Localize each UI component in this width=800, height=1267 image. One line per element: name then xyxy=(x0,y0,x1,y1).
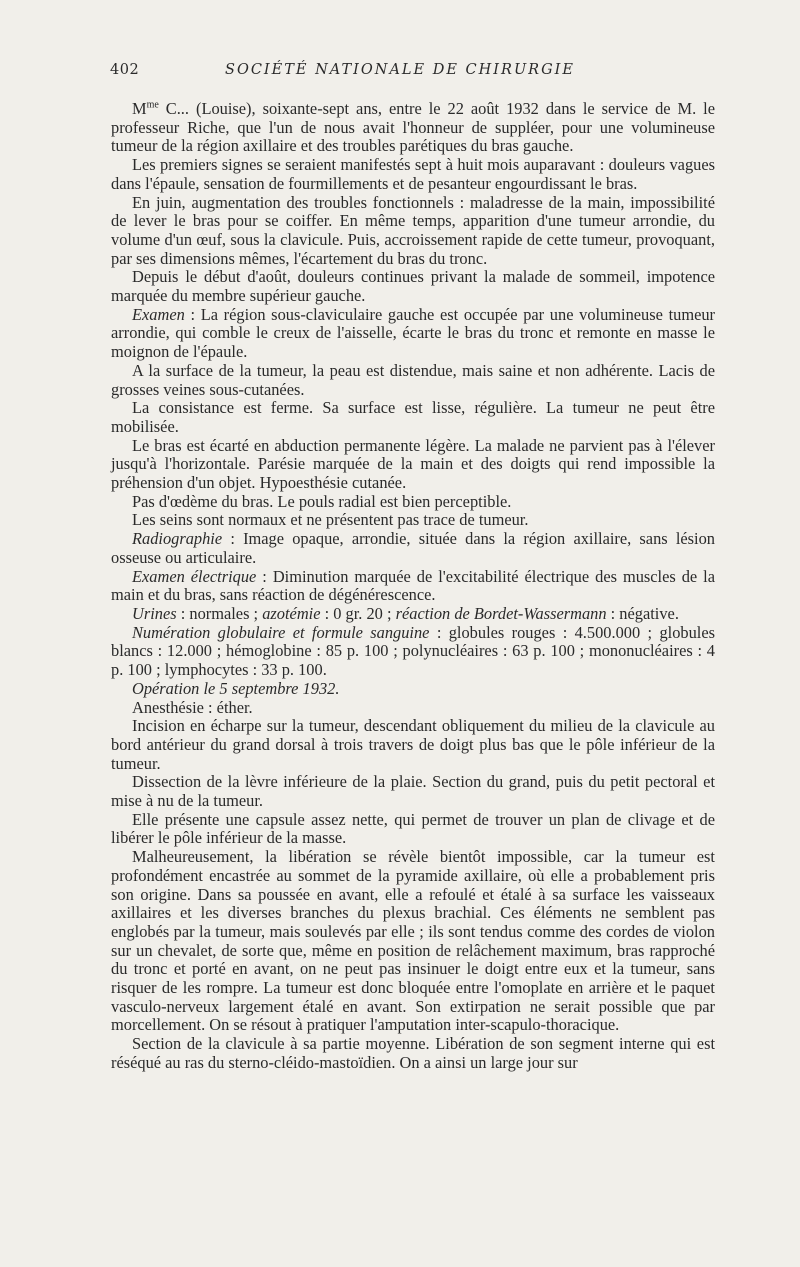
paragraph: Les seins sont normaux et ne présentent pas trace de tumeur. xyxy=(132,510,529,530)
paragraph xyxy=(111,680,715,699)
paragraph: $M^{me}$ C... (Louise), soixante-sept ans, entre le 22 août 1932 dans le service de M. le professeur Riche, que l'un de nous avait l'honneur de suppléer, pour une volumineuse tumeur de la région axillaire et des troubles parétiques du bras gauche. xyxy=(111,99,715,156)
section-label: Numération globulaire et formule sanguine xyxy=(132,622,430,642)
paragraph: Urines : normales ; azotémie : 0 gr. 20 ; réaction de Bordet-Wassermann : négative. xyxy=(132,603,679,623)
section-label: Examen xyxy=(132,304,185,324)
paragraph: Examen électrique : Diminution marquée de l'excitabilité électrique des muscles de la main et du bras, sans réaction de dégénérescence. xyxy=(111,566,716,605)
section-label: azotémie xyxy=(262,603,321,623)
paragraph: Les premiers signes se seraient manifestés sept à huit mois auparavant : douleurs vagues dans l'épaule, sensation de fourmillements et de pesanteur engourdissant le bras. xyxy=(111,155,715,193)
paragraph: Section de la clavicule à sa partie moyenne. Libération de son segment interne qui est réséqué au ras du sterno-cléido-mastoïdien. On a ainsi un large jour sur xyxy=(111,1034,715,1072)
paragraph: Pas d'œdème du bras. Le pouls radial est bien perceptible. xyxy=(132,491,512,511)
paragraph: Dissection de la lèvre inférieure de la plaie. Section du grand, puis du petit pectoral et mise à nu de la tumeur. xyxy=(111,772,715,811)
paragraph: Le bras est écarté en abduction permanente légère. La malade ne parvient pas à l'élever jusqu'à l'horizontale. Parésie marquée de la main et des doigts qui rend impossible la préhension d'un objet. Hypoesthésie cutanée. xyxy=(111,435,715,493)
paragraph: Incision en écharpe sur la tumeur, descendant obliquement du milieu de la clavicule au bord antérieur du grand dorsal à trois travers de doigt plus bas que le pôle inférieur de la tumeur. xyxy=(111,716,715,773)
page-number: 402 xyxy=(110,62,140,78)
paragraph: Elle présente une capsule assez nette, qui permet de trouver un plan de clivage et de libérer le pôle inférieur de la masse. xyxy=(111,809,715,848)
page-header xyxy=(0,62,800,82)
section-label: Urines xyxy=(132,603,177,623)
paragraph: Examen : La région sous-claviculaire gauche est occupée par une volumineuse tumeur arrondie, qui comble le creux de l'aisselle, écarte le bras du tronc et remonte en masse le moignon de l'épaule. xyxy=(111,304,715,362)
paragraph: A la surface de la tumeur, la peau est distendue, mais saine et non adhérente. Lacis de grosses veines sous-cutanées. xyxy=(111,360,715,399)
paragraph: Radiographie : Image opaque, arrondie, située dans la région axillaire, sans lésion osseuse ou articulaire. xyxy=(111,529,715,567)
section-label: Examen électrique xyxy=(132,566,257,586)
paragraph: Anesthésie : éther. xyxy=(132,697,253,717)
paragraph: Malheureusement, la libération se révèle bientôt impossible, car la tumeur est profondément encastrée au sommet de la pyramide axillaire, où elle a probablement pris son origine. Dans sa poussée en avant, elle a refoulé et étalé à sa surface les vaisseaux axillaires et les diverses branches du plexus brachial. Ces éléments ne semblent pas englobés par la tumeur, mais soulevés par elle ; ils sont tendus comme des cordes de violon sur un chevalet, de sorte que, même en position de relâchement maximum, bras rapproché du tronc et porté en avant, on ne peut pas insinuer le doigt entre eux et la tumeur, sans risquer de les rompre. La tumeur est donc bloquée entre l'omoplate en arrière et le paquet vasculo-nerveux largement étalé en avant. Son extirpation ne serait possible que par morcellement. On se résout à pratiquer l'amputation inter-scapulo-thoracique. xyxy=(111,847,715,1035)
running-title: SOCIÉTÉ NATIONALE DE CHIRURGIE xyxy=(225,62,575,78)
paragraph: La consistance est ferme. Sa surface est lisse, régulière. La tumeur ne peut être mobilisée. xyxy=(111,398,715,436)
operation-date: Opération le 5 septembre 1932. xyxy=(132,678,340,698)
paragraph: Depuis le début d'août, douleurs continues privant la malade de sommeil, impotence marquée du membre supérieur gauche. xyxy=(111,267,715,306)
section-label: réaction de Bordet-Wassermann xyxy=(395,603,607,623)
paragraph: En juin, augmentation des troubles fonctionnels : maladresse de la main, impossibilité de lever le bras pour se coiffer. En même temps, apparition d'une tumeur arrondie, du volume d'un œuf, sous la clavicule. Puis, accroissement rapide de cette tumeur, provoquant, par ses dimensions mêmes, l'écartement du bras du tronc. xyxy=(111,192,715,268)
body-text xyxy=(111,100,715,1073)
section-label: Radiographie xyxy=(132,529,223,549)
paragraph: Numération globulaire et formule sanguine : globules rouges : 4.500.000 ; globules blancs : 12.000 ; hémoglobine : 85 p. 100 ; polynucléaires : 63 p. 100 ; mononucléaires : 4 p. 100 ; lymphocytes : 33 p. 100. xyxy=(111,622,715,680)
